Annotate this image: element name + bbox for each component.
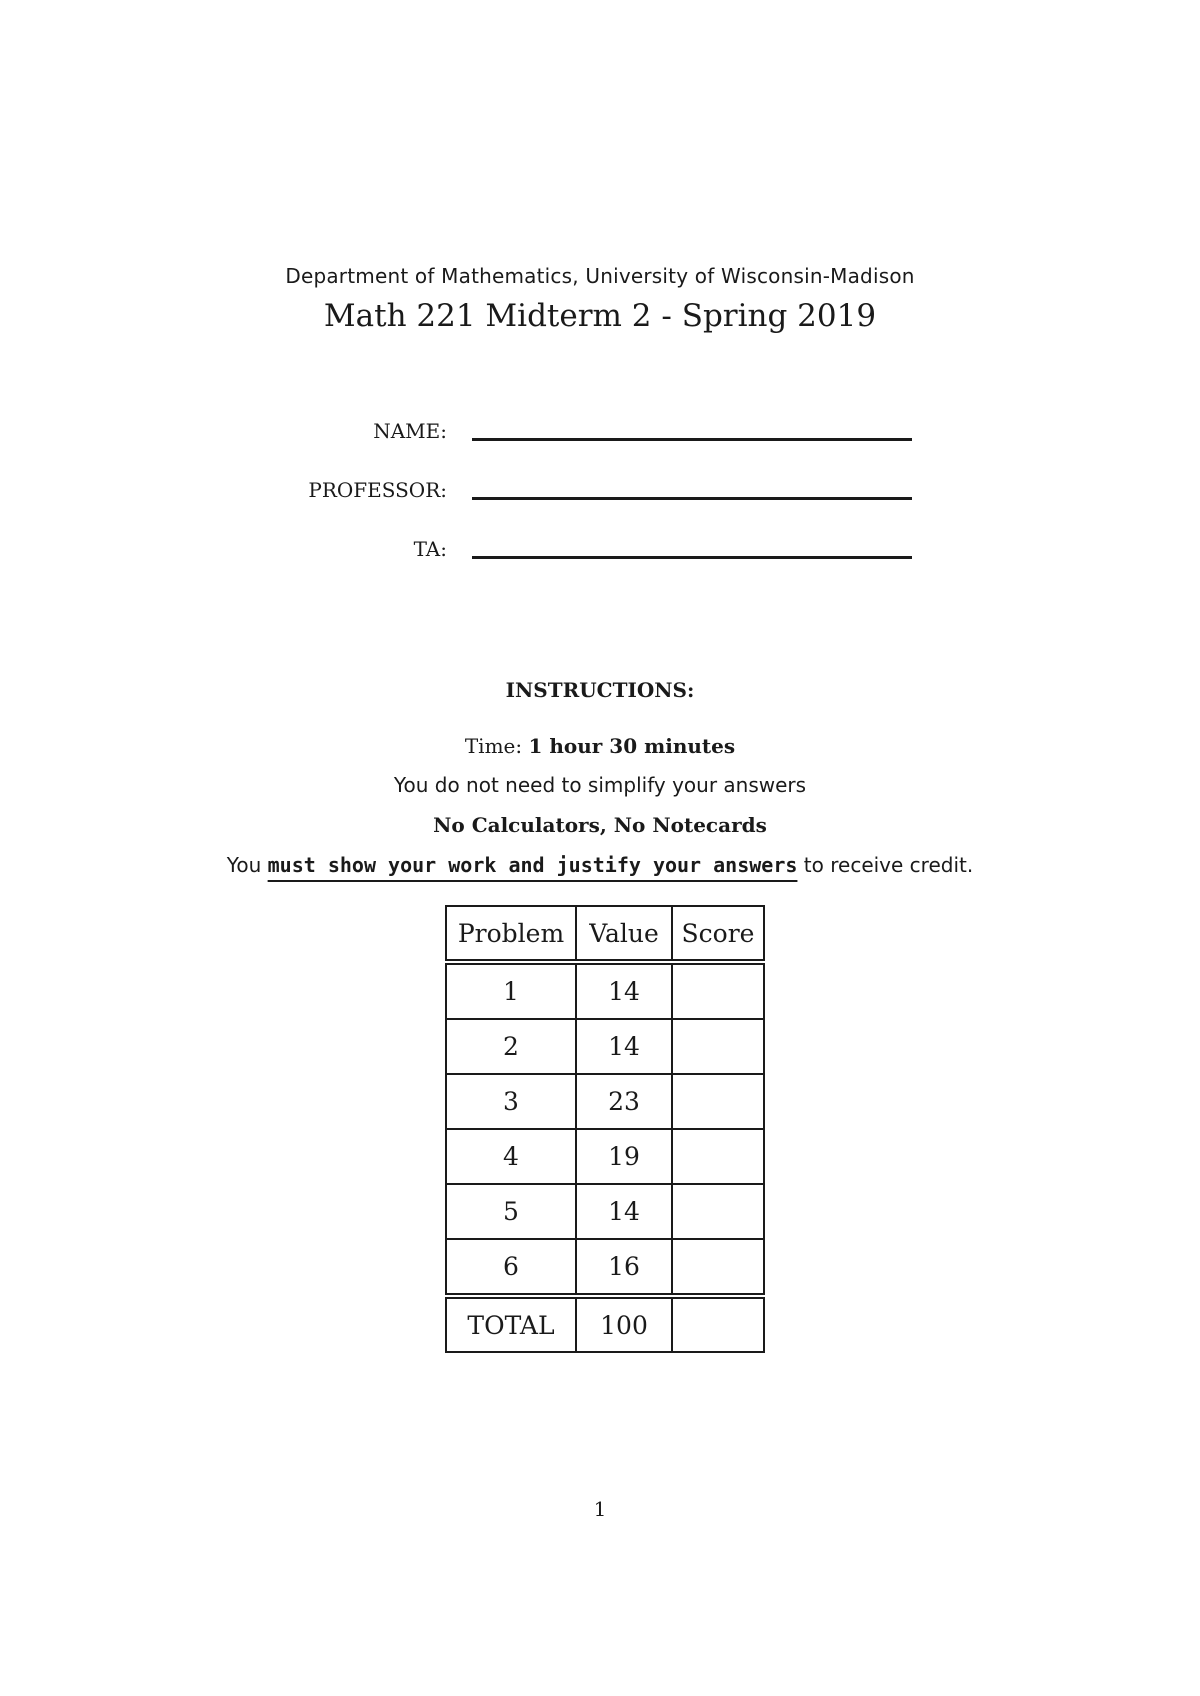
- header-score: Score: [672, 906, 764, 962]
- credit-prefix: You: [226, 853, 268, 877]
- header-problem: Problem: [446, 906, 576, 962]
- ta-label: TA:: [413, 537, 447, 561]
- value-cell: 16: [576, 1239, 672, 1296]
- problem-cell: 6: [446, 1239, 576, 1296]
- professor-label: PROFESSOR:: [308, 478, 447, 502]
- page-number: 1: [593, 1497, 607, 1521]
- score-cell[interactable]: [672, 1239, 764, 1296]
- calculator-instruction: No Calculators, No Notecards: [433, 813, 767, 837]
- table-row: [446, 1239, 764, 1296]
- problem-cell: 1: [446, 962, 576, 1019]
- score-table: [445, 905, 765, 1353]
- credit-suffix: to receive credit.: [797, 853, 974, 877]
- table-total-row: [446, 1296, 764, 1352]
- problem-cell: 4: [446, 1129, 576, 1184]
- total-score-cell[interactable]: [672, 1296, 764, 1352]
- table-row: [446, 1074, 764, 1129]
- exam-title: Math 221 Midterm 2 - Spring 2019: [323, 298, 877, 334]
- value-cell: 14: [576, 1184, 672, 1239]
- problem-cell: 5: [446, 1184, 576, 1239]
- score-cell[interactable]: [672, 962, 764, 1019]
- value-cell: 14: [576, 962, 672, 1019]
- total-label-cell: TOTAL: [446, 1296, 576, 1352]
- department-name: Department of Mathematics, University of Wisconsin-Madison: [285, 264, 915, 288]
- score-cell[interactable]: [672, 1129, 764, 1184]
- table-row: [446, 1129, 764, 1184]
- time-instruction: [0, 734, 1200, 758]
- table-header-row: [446, 906, 764, 962]
- credit-emphasis: must show your work and justify your answers: [267, 853, 798, 877]
- value-cell: 19: [576, 1129, 672, 1184]
- total-value-cell: 100: [576, 1296, 672, 1352]
- name-label: NAME:: [373, 419, 447, 443]
- simplify-instruction: You do not need to simplify your answers: [393, 773, 807, 797]
- score-cell[interactable]: [672, 1184, 764, 1239]
- name-field[interactable]: [472, 438, 912, 441]
- time-prefix: Time:: [464, 734, 529, 758]
- value-cell: 23: [576, 1074, 672, 1129]
- score-cell[interactable]: [672, 1074, 764, 1129]
- table-row: [446, 1184, 764, 1239]
- professor-field[interactable]: [472, 497, 912, 500]
- time-value: 1 hour 30 minutes: [528, 734, 736, 758]
- header-value: Value: [576, 906, 672, 962]
- problem-cell: 3: [446, 1074, 576, 1129]
- score-cell[interactable]: [672, 1019, 764, 1074]
- ta-field[interactable]: [472, 556, 912, 559]
- credit-instruction: [0, 853, 1200, 877]
- instructions-heading: INSTRUCTIONS:: [505, 678, 695, 702]
- table-row: [446, 1019, 764, 1074]
- value-cell: 14: [576, 1019, 672, 1074]
- problem-cell: 2: [446, 1019, 576, 1074]
- table-row: [446, 962, 764, 1019]
